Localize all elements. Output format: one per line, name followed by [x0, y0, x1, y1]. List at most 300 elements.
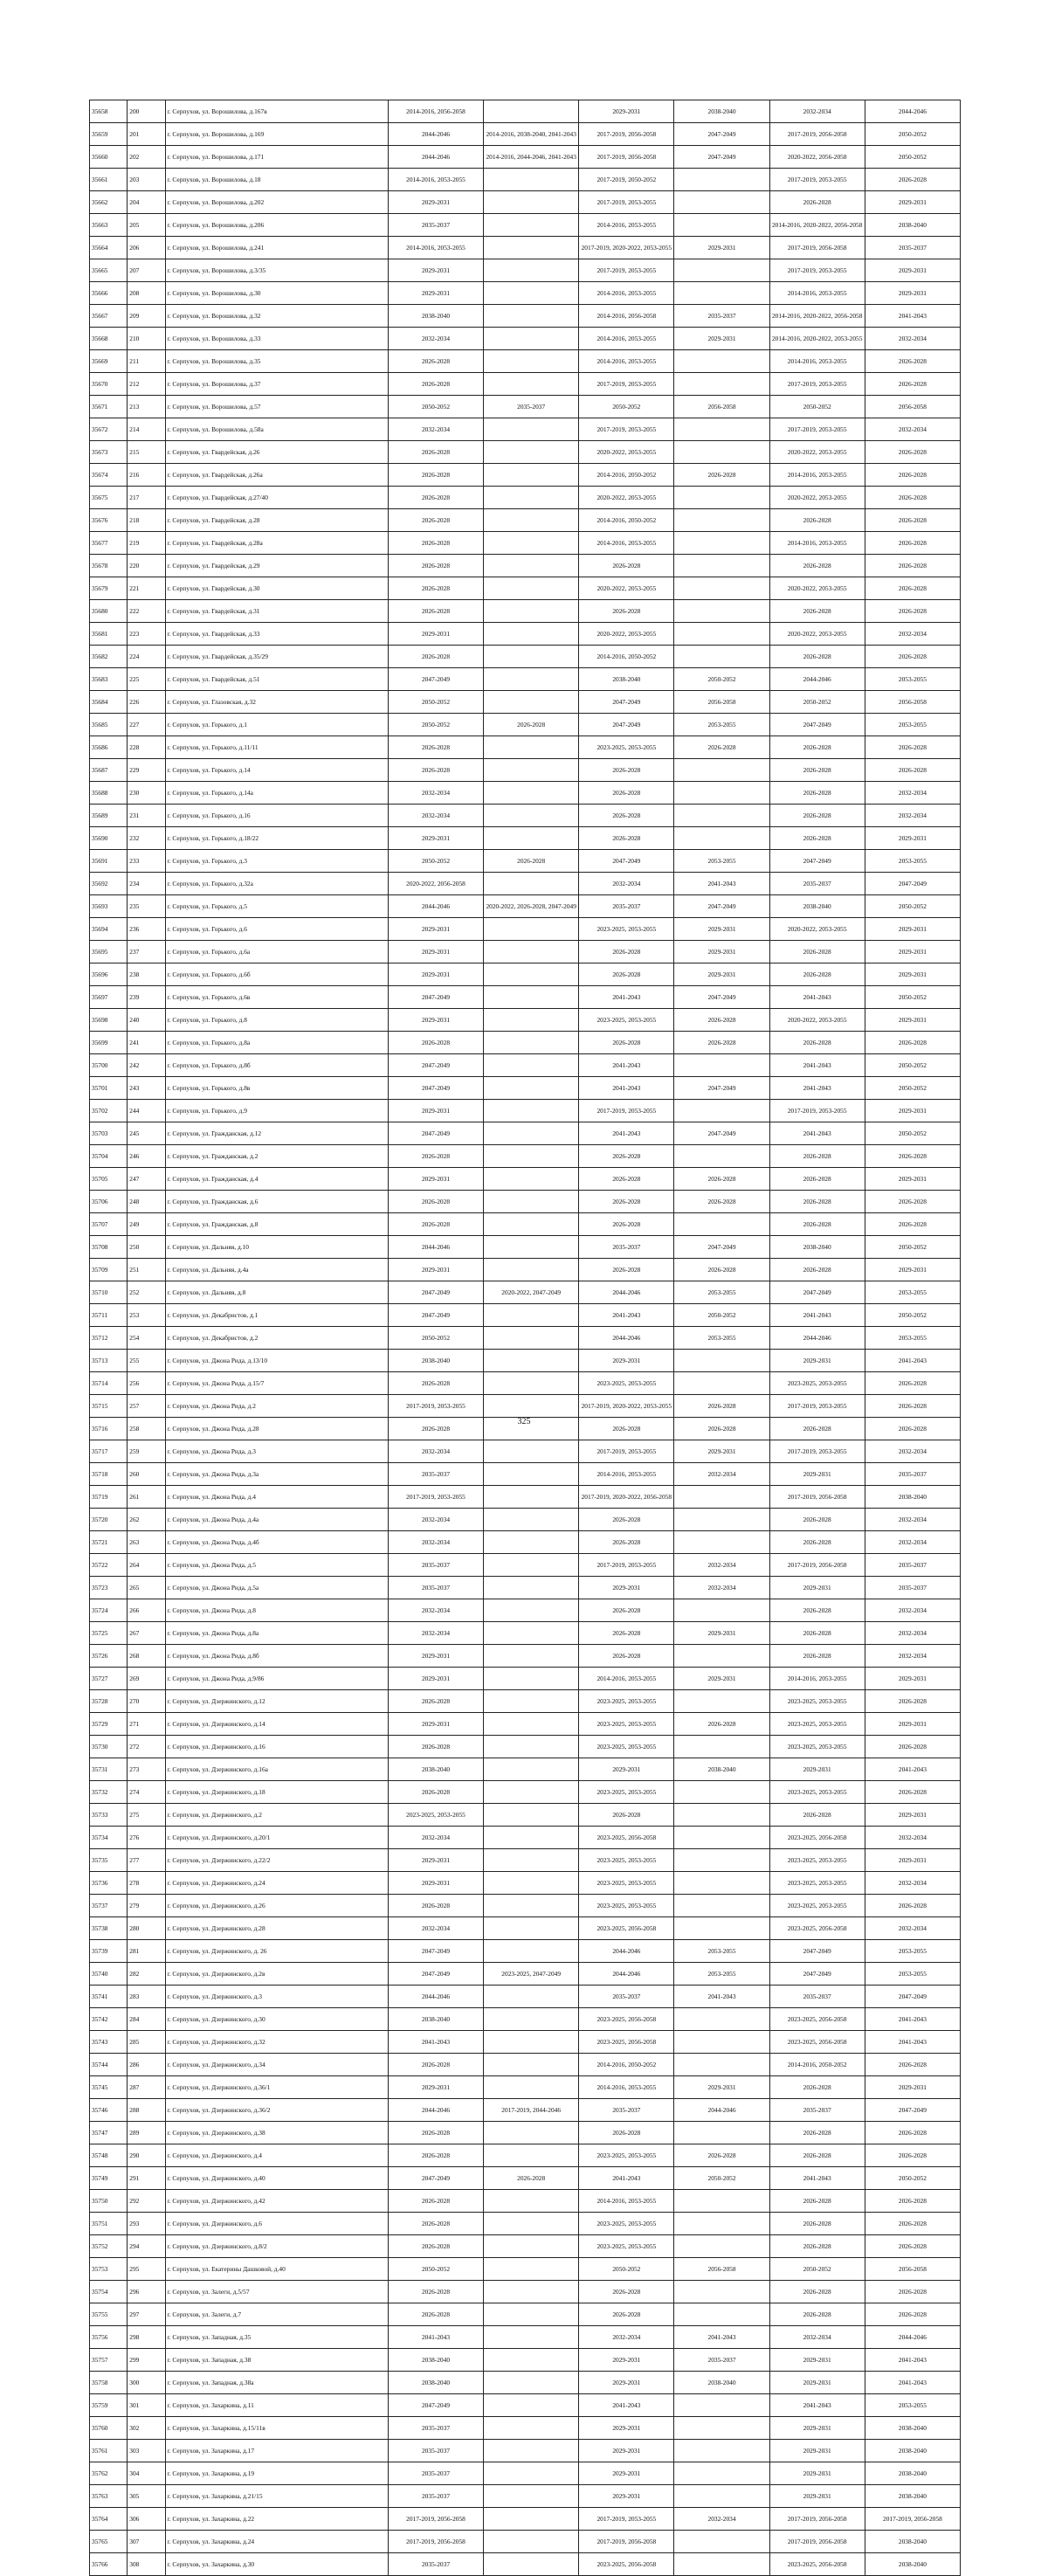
period-cell-4: 2032-2034 — [674, 1577, 769, 1599]
period-cell-6: 2026-2028 — [865, 2235, 960, 2258]
table-row — [90, 600, 961, 623]
period-cell-6: 2029-2031 — [865, 1009, 960, 1032]
period-cell-3: 2026-2028 — [579, 1804, 674, 1827]
period-cell-3: 2017-2019, 2056-2058 — [579, 146, 674, 169]
period-cell-3: 2026-2028 — [579, 1509, 674, 1531]
table-row — [90, 441, 961, 464]
row-id-cell: 35688 — [90, 782, 128, 805]
period-cell-1: 2044-2046 — [388, 2099, 483, 2122]
row-number-cell: 282 — [128, 1963, 165, 1986]
period-cell-1: 2035-2037 — [388, 2485, 483, 2508]
row-id-cell: 35752 — [90, 2235, 128, 2258]
row-id-cell: 35746 — [90, 2099, 128, 2122]
period-cell-3: 2026-2028 — [579, 1145, 674, 1168]
period-cell-6: 2053-2055 — [865, 668, 960, 691]
table-row — [90, 918, 961, 941]
table-row — [90, 1054, 961, 1077]
period-cell-6: 2026-2028 — [865, 2281, 960, 2303]
row-number-cell: 287 — [128, 2076, 165, 2099]
table-row — [90, 1213, 961, 1236]
period-cell-4: 2053-2055 — [674, 1940, 769, 1963]
period-cell-3: 2026-2028 — [579, 1645, 674, 1668]
period-cell-2 — [484, 1395, 579, 1418]
period-cell-5: 2035-2037 — [769, 873, 865, 895]
row-number-cell: 205 — [128, 214, 165, 237]
row-id-cell: 35718 — [90, 1463, 128, 1486]
table-row — [90, 1486, 961, 1509]
row-number-cell: 202 — [128, 146, 165, 169]
period-cell-1: 2026-2028 — [388, 441, 483, 464]
period-cell-2 — [484, 1259, 579, 1281]
table-row — [90, 1395, 961, 1418]
table-row — [90, 487, 961, 509]
row-id-cell: 35757 — [90, 2349, 128, 2372]
table-row — [90, 2531, 961, 2553]
period-cell-2 — [484, 623, 579, 646]
address-cell: г. Серпухов, ул. Дзержинского, д.18 — [165, 1781, 388, 1804]
row-id-cell: 35698 — [90, 1009, 128, 1032]
table-row — [90, 963, 961, 986]
period-cell-1: 2026-2028 — [388, 373, 483, 396]
period-cell-6: 2047-2049 — [865, 1986, 960, 2008]
period-cell-6: 2032-2034 — [865, 805, 960, 827]
row-id-cell: 35692 — [90, 873, 128, 895]
row-number-cell: 216 — [128, 464, 165, 487]
row-id-cell: 35739 — [90, 1940, 128, 1963]
period-cell-3: 2047-2049 — [579, 850, 674, 873]
period-cell-3: 2020-2022, 2053-2055 — [579, 623, 674, 646]
row-id-cell: 35711 — [90, 1304, 128, 1327]
period-cell-3: 2029-2031 — [579, 1577, 674, 1599]
period-cell-6: 2029-2031 — [865, 941, 960, 963]
period-cell-5: 2029-2031 — [769, 2462, 865, 2485]
table-row — [90, 2326, 961, 2349]
period-cell-6: 2029-2031 — [865, 2076, 960, 2099]
period-cell-1: 2026-2028 — [388, 532, 483, 555]
period-cell-1: 2026-2028 — [388, 555, 483, 577]
period-cell-5: 2014-2016, 2053-2055 — [769, 1668, 865, 1690]
period-cell-1: 2026-2028 — [388, 2213, 483, 2235]
period-cell-5: 2020-2022, 2053-2055 — [769, 1009, 865, 1032]
period-cell-4 — [674, 1213, 769, 1236]
row-number-cell: 268 — [128, 1645, 165, 1668]
period-cell-3: 2023-2025, 2053-2055 — [579, 1372, 674, 1395]
row-number-cell: 276 — [128, 1827, 165, 1849]
period-cell-1: 2032-2034 — [388, 418, 483, 441]
row-id-cell: 35658 — [90, 100, 128, 123]
row-number-cell: 248 — [128, 1191, 165, 1213]
address-cell: г. Серпухов, ул. Гражданская, д.2 — [165, 1145, 388, 1168]
address-cell: г. Серпухов, ул. Дальняя, д.4а — [165, 1259, 388, 1281]
period-cell-6: 2038-2040 — [865, 1486, 960, 1509]
period-cell-3: 2014-2016, 2053-2055 — [579, 214, 674, 237]
table-row — [90, 259, 961, 282]
period-cell-6: 2053-2055 — [865, 714, 960, 736]
period-cell-5: 2023-2025, 2053-2055 — [769, 1713, 865, 1736]
row-id-cell: 35678 — [90, 555, 128, 577]
period-cell-1: 2035-2037 — [388, 2553, 483, 2576]
period-cell-5: 2026-2028 — [769, 1032, 865, 1054]
period-cell-1: 2026-2028 — [388, 759, 483, 782]
period-cell-6: 2026-2028 — [865, 2303, 960, 2326]
period-cell-2 — [484, 1191, 579, 1213]
period-cell-1: 2026-2028 — [388, 2281, 483, 2303]
period-cell-4: 2047-2049 — [674, 123, 769, 146]
period-cell-1: 2026-2028 — [388, 1895, 483, 1917]
period-cell-2 — [484, 2031, 579, 2054]
address-cell: г. Серпухов, ул. Дзержинского, д.16 — [165, 1736, 388, 1758]
page-sheet — [89, 100, 961, 2576]
period-cell-4 — [674, 2462, 769, 2485]
period-cell-3: 2017-2019, 2053-2055 — [579, 1100, 674, 1122]
period-cell-2 — [484, 691, 579, 714]
period-cell-1: 2026-2028 — [388, 1690, 483, 1713]
address-cell: г. Серпухов, ул. Ворошилова, д.30 — [165, 282, 388, 305]
address-cell: г. Серпухов, ул. Ворошилова, д.169 — [165, 123, 388, 146]
address-cell: г. Серпухов, ул. Горького, д.3 — [165, 850, 388, 873]
row-number-cell: 277 — [128, 1849, 165, 1872]
period-cell-4 — [674, 509, 769, 532]
table-row — [90, 328, 961, 350]
period-cell-4 — [674, 373, 769, 396]
period-cell-6: 2038-2040 — [865, 2531, 960, 2553]
period-cell-4 — [674, 1509, 769, 1531]
period-cell-4: 2041-2043 — [674, 2326, 769, 2349]
period-cell-4: 2029-2031 — [674, 2076, 769, 2099]
address-cell: г. Серпухов, ул. Ворошилова, д.18 — [165, 169, 388, 191]
period-cell-5: 2029-2031 — [769, 1463, 865, 1486]
row-id-cell: 35696 — [90, 963, 128, 986]
table-row — [90, 577, 961, 600]
period-cell-4: 2053-2055 — [674, 850, 769, 873]
period-cell-1: 2050-2052 — [388, 1327, 483, 1350]
table-body — [90, 100, 961, 2576]
address-cell: г. Серпухов, ул. Захаркина, д.30 — [165, 2553, 388, 2576]
address-cell: г. Серпухов, ул. Дзержинского, д.30 — [165, 2008, 388, 2031]
period-cell-1: 2026-2028 — [388, 600, 483, 623]
period-cell-1: 2029-2031 — [388, 282, 483, 305]
address-cell: г. Серпухов, ул. Гвардейская, д.27/40 — [165, 487, 388, 509]
table-row — [90, 123, 961, 146]
address-cell: г. Серпухов, ул. Залеги, д.7 — [165, 2303, 388, 2326]
row-id-cell: 35659 — [90, 123, 128, 146]
row-number-cell: 228 — [128, 736, 165, 759]
row-number-cell: 257 — [128, 1395, 165, 1418]
table-row — [90, 396, 961, 418]
period-cell-5: 2023-2025, 2056-2058 — [769, 1827, 865, 1849]
period-cell-6: 2038-2040 — [865, 2462, 960, 2485]
row-number-cell: 235 — [128, 895, 165, 918]
period-cell-6: 2026-2028 — [865, 1395, 960, 1418]
period-cell-1: 2017-2019, 2053-2055 — [388, 1395, 483, 1418]
address-cell: г. Серпухов, ул. Дзержинского, д. 26 — [165, 1940, 388, 1963]
period-cell-1: 2029-2031 — [388, 963, 483, 986]
period-cell-4 — [674, 2417, 769, 2440]
period-cell-2 — [484, 1668, 579, 1690]
table-row — [90, 1281, 961, 1304]
period-cell-6: 2053-2055 — [865, 1281, 960, 1304]
row-id-cell: 35743 — [90, 2031, 128, 2054]
row-number-cell: 290 — [128, 2144, 165, 2167]
row-number-cell: 206 — [128, 237, 165, 259]
period-cell-1: 2047-2049 — [388, 668, 483, 691]
row-number-cell: 297 — [128, 2303, 165, 2326]
period-cell-6: 2050-2052 — [865, 1054, 960, 1077]
period-cell-2 — [484, 418, 579, 441]
row-id-cell: 35706 — [90, 1191, 128, 1213]
period-cell-5: 2032-2034 — [769, 2326, 865, 2349]
row-id-cell: 35714 — [90, 1372, 128, 1395]
period-cell-1: 2017-2019, 2056-2058 — [388, 2531, 483, 2553]
period-cell-6: 2041-2043 — [865, 2349, 960, 2372]
table-row — [90, 350, 961, 373]
period-cell-2 — [484, 464, 579, 487]
table-row — [90, 2213, 961, 2235]
period-cell-3: 2023-2025, 2053-2055 — [579, 2235, 674, 2258]
period-cell-4: 2026-2028 — [674, 1713, 769, 1736]
period-cell-1: 2026-2028 — [388, 2235, 483, 2258]
period-cell-4: 2032-2034 — [674, 1463, 769, 1486]
row-id-cell: 35724 — [90, 1599, 128, 1622]
row-number-cell: 258 — [128, 1418, 165, 1440]
address-cell: г. Серпухов, ул. Дзержинского, д.36/2 — [165, 2099, 388, 2122]
period-cell-6: 2032-2034 — [865, 328, 960, 350]
table-row — [90, 2167, 961, 2190]
period-cell-2 — [484, 577, 579, 600]
period-cell-2 — [484, 759, 579, 782]
period-cell-3: 2041-2043 — [579, 986, 674, 1009]
period-cell-1: 2023-2025, 2053-2055 — [388, 1804, 483, 1827]
period-cell-3: 2026-2028 — [579, 1531, 674, 1554]
period-cell-4 — [674, 646, 769, 668]
row-number-cell: 226 — [128, 691, 165, 714]
row-id-cell: 35763 — [90, 2485, 128, 2508]
period-cell-1: 2032-2034 — [388, 328, 483, 350]
row-id-cell: 35712 — [90, 1327, 128, 1350]
period-cell-2 — [484, 2258, 579, 2281]
period-cell-2 — [484, 1986, 579, 2008]
table-row — [90, 1191, 961, 1213]
period-cell-3: 2023-2025, 2053-2055 — [579, 1009, 674, 1032]
period-cell-2 — [484, 2281, 579, 2303]
address-cell: г. Серпухов, ул. Ворошилова, д.3/35 — [165, 259, 388, 282]
row-id-cell: 35691 — [90, 850, 128, 873]
row-id-cell: 35717 — [90, 1440, 128, 1463]
period-cell-4 — [674, 1690, 769, 1713]
period-cell-5: 2023-2025, 2053-2055 — [769, 1690, 865, 1713]
table-row — [90, 146, 961, 169]
period-cell-3: 2035-2037 — [579, 895, 674, 918]
period-cell-5: 2050-2052 — [769, 396, 865, 418]
period-cell-2 — [484, 1554, 579, 1577]
period-cell-6: 2026-2028 — [865, 1032, 960, 1054]
period-cell-2 — [484, 2531, 579, 2553]
period-cell-1: 2029-2031 — [388, 1100, 483, 1122]
table-row — [90, 214, 961, 237]
period-cell-4: 2026-2028 — [674, 1168, 769, 1191]
period-cell-6: 2038-2040 — [865, 2553, 960, 2576]
row-id-cell: 35709 — [90, 1259, 128, 1281]
address-cell: г. Серпухов, ул. Гражданская, д.6 — [165, 1191, 388, 1213]
table-row — [90, 2258, 961, 2281]
period-cell-3: 2026-2028 — [579, 1213, 674, 1236]
period-cell-5: 2050-2052 — [769, 691, 865, 714]
row-number-cell: 243 — [128, 1077, 165, 1100]
address-cell: г. Серпухов, ул. Ворошилова, д.206 — [165, 214, 388, 237]
period-cell-6: 2050-2052 — [865, 123, 960, 146]
row-id-cell: 35674 — [90, 464, 128, 487]
period-cell-5: 2029-2031 — [769, 2349, 865, 2372]
period-cell-2 — [484, 827, 579, 850]
period-cell-6: 2026-2028 — [865, 600, 960, 623]
table-row — [90, 2008, 961, 2031]
period-cell-1: 2026-2028 — [388, 2144, 483, 2167]
row-id-cell: 35673 — [90, 441, 128, 464]
period-cell-5: 2020-2022, 2053-2055 — [769, 918, 865, 941]
row-number-cell: 218 — [128, 509, 165, 532]
period-cell-2: 2014-2016, 2038-2040, 2041-2043 — [484, 123, 579, 146]
period-cell-5: 2017-2019, 2056-2058 — [769, 2531, 865, 2553]
period-cell-5: 2029-2031 — [769, 2485, 865, 2508]
period-cell-6: 2029-2031 — [865, 1804, 960, 1827]
period-cell-3: 2041-2043 — [579, 1077, 674, 1100]
period-cell-2 — [484, 1599, 579, 1622]
period-cell-3: 2029-2031 — [579, 2417, 674, 2440]
row-number-cell: 232 — [128, 827, 165, 850]
row-number-cell: 204 — [128, 191, 165, 214]
row-id-cell: 35703 — [90, 1122, 128, 1145]
period-cell-4 — [674, 1804, 769, 1827]
period-cell-5: 2023-2025, 2053-2055 — [769, 1849, 865, 1872]
period-cell-1: 2047-2049 — [388, 1281, 483, 1304]
period-cell-2: 2017-2019, 2044-2046 — [484, 2099, 579, 2122]
period-cell-1: 2038-2040 — [388, 305, 483, 328]
row-id-cell: 35681 — [90, 623, 128, 646]
row-id-cell: 35754 — [90, 2281, 128, 2303]
address-cell: г. Серпухов, ул. Дзержинского, д.36/1 — [165, 2076, 388, 2099]
row-number-cell: 227 — [128, 714, 165, 736]
row-number-cell: 261 — [128, 1486, 165, 1509]
period-cell-5: 2026-2028 — [769, 782, 865, 805]
row-number-cell: 213 — [128, 396, 165, 418]
period-cell-6: 2026-2028 — [865, 350, 960, 373]
address-cell: г. Серпухов, ул. Горького, д.5 — [165, 895, 388, 918]
period-cell-5: 2017-2019, 2053-2055 — [769, 1100, 865, 1122]
period-cell-5: 2026-2028 — [769, 1168, 865, 1191]
period-cell-5: 2044-2046 — [769, 668, 865, 691]
period-cell-3: 2014-2016, 2053-2055 — [579, 1463, 674, 1486]
address-cell: г. Серпухов, ул. Горького, д.6а — [165, 941, 388, 963]
address-cell: г. Серпухов, ул. Гвардейская, д.30 — [165, 577, 388, 600]
row-number-cell: 275 — [128, 1804, 165, 1827]
period-cell-6: 2038-2040 — [865, 2417, 960, 2440]
row-id-cell: 35748 — [90, 2144, 128, 2167]
period-cell-1: 2029-2031 — [388, 259, 483, 282]
row-id-cell: 35675 — [90, 487, 128, 509]
table-row — [90, 1304, 961, 1327]
row-id-cell: 35719 — [90, 1486, 128, 1509]
table-row — [90, 282, 961, 305]
row-id-cell: 35766 — [90, 2553, 128, 2576]
period-cell-4 — [674, 1145, 769, 1168]
period-cell-2: 2035-2037 — [484, 396, 579, 418]
row-id-cell: 35695 — [90, 941, 128, 963]
row-id-cell: 35732 — [90, 1781, 128, 1804]
period-cell-5: 2047-2049 — [769, 850, 865, 873]
period-cell-4: 2029-2031 — [674, 918, 769, 941]
period-cell-6: 2029-2031 — [865, 1168, 960, 1191]
period-cell-5: 2026-2028 — [769, 1804, 865, 1827]
period-cell-2 — [484, 1758, 579, 1781]
address-cell: г. Серпухов, ул. Ворошилова, д.35 — [165, 350, 388, 373]
period-cell-5: 2023-2025, 2053-2055 — [769, 1736, 865, 1758]
period-cell-5: 2026-2028 — [769, 555, 865, 577]
period-cell-6: 2050-2052 — [865, 1304, 960, 1327]
period-cell-2 — [484, 1895, 579, 1917]
row-id-cell: 35729 — [90, 1713, 128, 1736]
period-cell-1: 2017-2019, 2053-2055 — [388, 1486, 483, 1509]
row-id-cell: 35764 — [90, 2508, 128, 2531]
address-cell: г. Серпухов, ул. Горького, д.6б — [165, 963, 388, 986]
row-id-cell: 35662 — [90, 191, 128, 214]
period-cell-1: 2029-2031 — [388, 2076, 483, 2099]
address-cell: г. Серпухов, ул. Джона Рида, д.2 — [165, 1395, 388, 1418]
row-number-cell: 259 — [128, 1440, 165, 1463]
period-cell-1: 2029-2031 — [388, 623, 483, 646]
period-cell-6: 2026-2028 — [865, 2054, 960, 2076]
period-cell-4 — [674, 350, 769, 373]
period-cell-3: 2029-2031 — [579, 2440, 674, 2462]
period-cell-3: 2047-2049 — [579, 691, 674, 714]
period-cell-3: 2014-2016, 2050-2052 — [579, 509, 674, 532]
period-cell-5: 2020-2022, 2053-2055 — [769, 623, 865, 646]
row-number-cell: 253 — [128, 1304, 165, 1327]
period-cell-2 — [484, 986, 579, 1009]
address-cell: г. Серпухов, ул. Джона Рида, д.4 — [165, 1486, 388, 1509]
table-row — [90, 1781, 961, 1804]
period-cell-3: 2026-2028 — [579, 1622, 674, 1645]
period-cell-6: 2026-2028 — [865, 1372, 960, 1395]
period-cell-3: 2041-2043 — [579, 1122, 674, 1145]
row-number-cell: 200 — [128, 100, 165, 123]
address-cell: г. Серпухов, ул. Дзержинского, д.16а — [165, 1758, 388, 1781]
period-cell-2 — [484, 1486, 579, 1509]
row-number-cell: 210 — [128, 328, 165, 350]
table-row — [90, 2485, 961, 2508]
period-cell-6: 2038-2040 — [865, 2485, 960, 2508]
period-cell-5: 2026-2028 — [769, 2076, 865, 2099]
period-cell-6: 2053-2055 — [865, 1963, 960, 1986]
period-cell-5: 2014-2016, 2020-2022, 2053-2055 — [769, 328, 865, 350]
period-cell-2: 2020-2022, 2026-2028, 2047-2049 — [484, 895, 579, 918]
period-cell-4 — [674, 1917, 769, 1940]
period-cell-2 — [484, 555, 579, 577]
period-cell-2 — [484, 873, 579, 895]
table-row — [90, 2235, 961, 2258]
period-cell-6: 2041-2043 — [865, 305, 960, 328]
period-cell-6: 2026-2028 — [865, 736, 960, 759]
period-cell-5: 2041-2043 — [769, 2394, 865, 2417]
period-cell-5: 2023-2025, 2053-2055 — [769, 1372, 865, 1395]
period-cell-1: 2029-2031 — [388, 1009, 483, 1032]
period-cell-1: 2032-2034 — [388, 1599, 483, 1622]
period-cell-5: 2017-2019, 2053-2055 — [769, 169, 865, 191]
period-cell-2 — [484, 1100, 579, 1122]
period-cell-2 — [484, 1690, 579, 1713]
row-number-cell: 286 — [128, 2054, 165, 2076]
address-cell: г. Серпухов, ул. Декабристов, д.2 — [165, 1327, 388, 1350]
row-id-cell: 35755 — [90, 2303, 128, 2326]
